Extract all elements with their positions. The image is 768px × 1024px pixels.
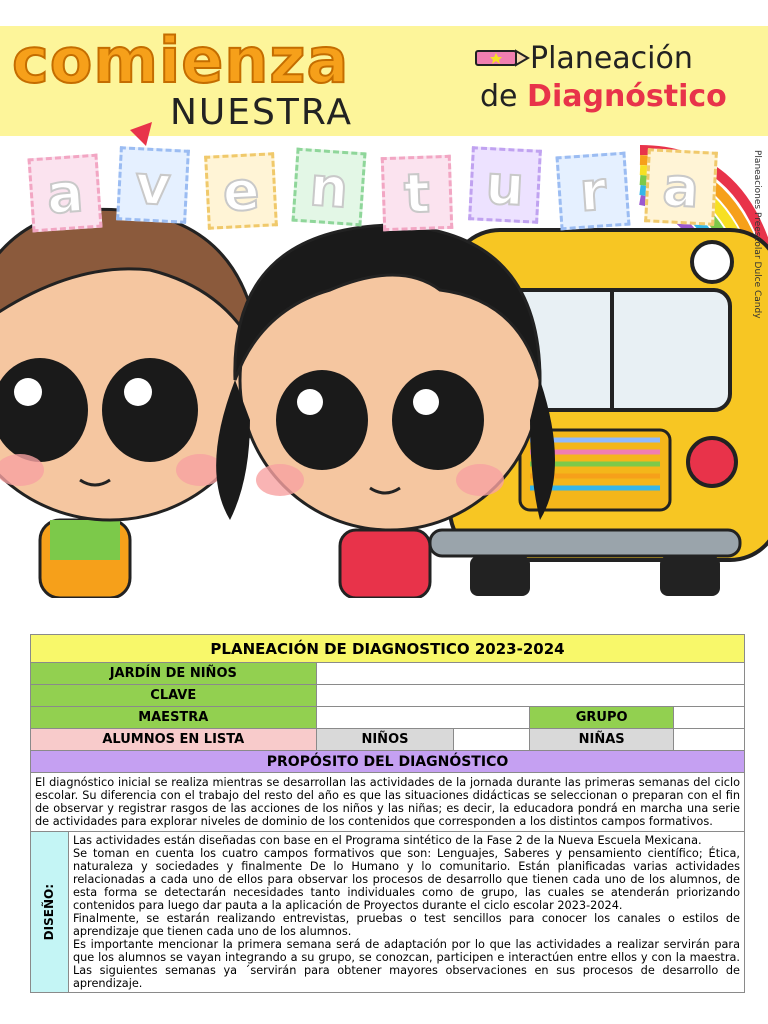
ninas-label: NIÑAS xyxy=(530,729,674,751)
proposito-text: El diagnóstico inicial se realiza mientras se desarrollan las actividades de la jornada durante las primeras semanas del ciclo escolar. Su diferencia con el trabajo del resto del año es que las situaciones didácticas se seleccionan o preparan con el fin de observar y registrar rasgos de las acciones de los niños y las niñas; es decir, la educadora pondrá en marcha una serie de actividades para explorar niveles de dominio de los contenidos que corresponden a los distintos campos formativos. xyxy=(31,773,745,832)
diseno-paragraph: Finalmente, se estarán realizando entrevistas, pruebas o test sencillos para conocer los canales o estilos de aprendizaje que tienen cada uno de los alumnos. xyxy=(72,912,740,938)
adventure-letters xyxy=(30,148,730,228)
letter-tile: a xyxy=(644,148,718,226)
letter-tile: v xyxy=(116,146,190,224)
maestra-field[interactable] xyxy=(316,707,530,729)
diagnostic-form xyxy=(30,634,745,993)
letter-tile: e xyxy=(204,152,278,230)
letter-tile: r xyxy=(556,152,631,231)
boy-character-icon xyxy=(0,209,265,598)
letter-tile: u xyxy=(468,146,542,224)
brand-line-1-text: Planeación xyxy=(530,41,693,76)
letter-tile: a xyxy=(28,154,103,233)
cover-subtitle: NUESTRA xyxy=(170,92,354,133)
clave-label: CLAVE xyxy=(31,685,317,707)
form-title: PLANEACIÓN DE DIAGNOSTICO 2023-2024 xyxy=(31,635,745,663)
diseno-paragraph: Es importante mencionar la primera semana será de adaptación por lo que las actividades a realizar servirán para que los alumnos se vayan integrando a su grupo, se conozcan, participen e interactúen entre ellos y con la maestra. Las siguientes semanas ya ´servirán para obtener mayores observaciones en sus procesos de desarrollo de aprendizaje. xyxy=(72,938,740,990)
diseno-label-cell xyxy=(31,832,69,993)
grupo-label: GRUPO xyxy=(530,707,674,729)
diseno-text xyxy=(68,832,744,993)
diseno-paragraph: Las actividades están diseñadas con base en el Programa sintético de la Fase 2 de la Nueva Escuela Mexicana. xyxy=(72,834,702,847)
jardin-label: JARDÍN DE NIÑOS xyxy=(31,663,317,685)
letter-tile: n xyxy=(292,148,367,227)
alumnos-label: ALUMNOS EN LISTA xyxy=(31,729,317,751)
ninas-field[interactable] xyxy=(674,729,745,751)
grupo-field[interactable] xyxy=(674,707,745,729)
side-credit: Planeaciones Preescolar Dulce Candy xyxy=(752,150,762,319)
jardin-field[interactable] xyxy=(316,663,744,685)
ninos-field[interactable] xyxy=(454,729,530,751)
arrow-icon xyxy=(130,122,152,146)
brand-line-2 xyxy=(480,79,727,114)
proposito-title: PROPÓSITO DEL DIAGNÓSTICO xyxy=(31,751,745,773)
diseno-label: DISEÑO: xyxy=(42,883,57,941)
brand-line-1 xyxy=(470,41,693,76)
letter-tile: t xyxy=(381,155,454,231)
clave-field[interactable] xyxy=(316,685,744,707)
cover-title: comienza xyxy=(12,24,350,97)
brand-line-2-word: Diagnóstico xyxy=(527,79,727,114)
brand-line-2-prefix: de xyxy=(480,79,518,114)
ninos-label: NIÑOS xyxy=(316,729,454,751)
maestra-label: MAESTRA xyxy=(31,707,317,729)
diseno-paragraph: Se toman en cuenta los cuatro campos formativos que son: Lenguajes, Saberes y pensamiento científico; Ética, naturaleza y sociedades y finalmente De lo Humano y lo comunitario. Están planificadas varias actividades relacionadas a cada uno de ellos para observar los procesos de desarrollo que tienen cada uno de los alumnos, de esta forma se detectarán necesidades tanto individuales como de grupo, las cuales se atenderán priorizando contenidos para luego dar pauta a la aplicación de Proyectos durante el ciclo escolar 2023-2024. xyxy=(72,847,740,912)
